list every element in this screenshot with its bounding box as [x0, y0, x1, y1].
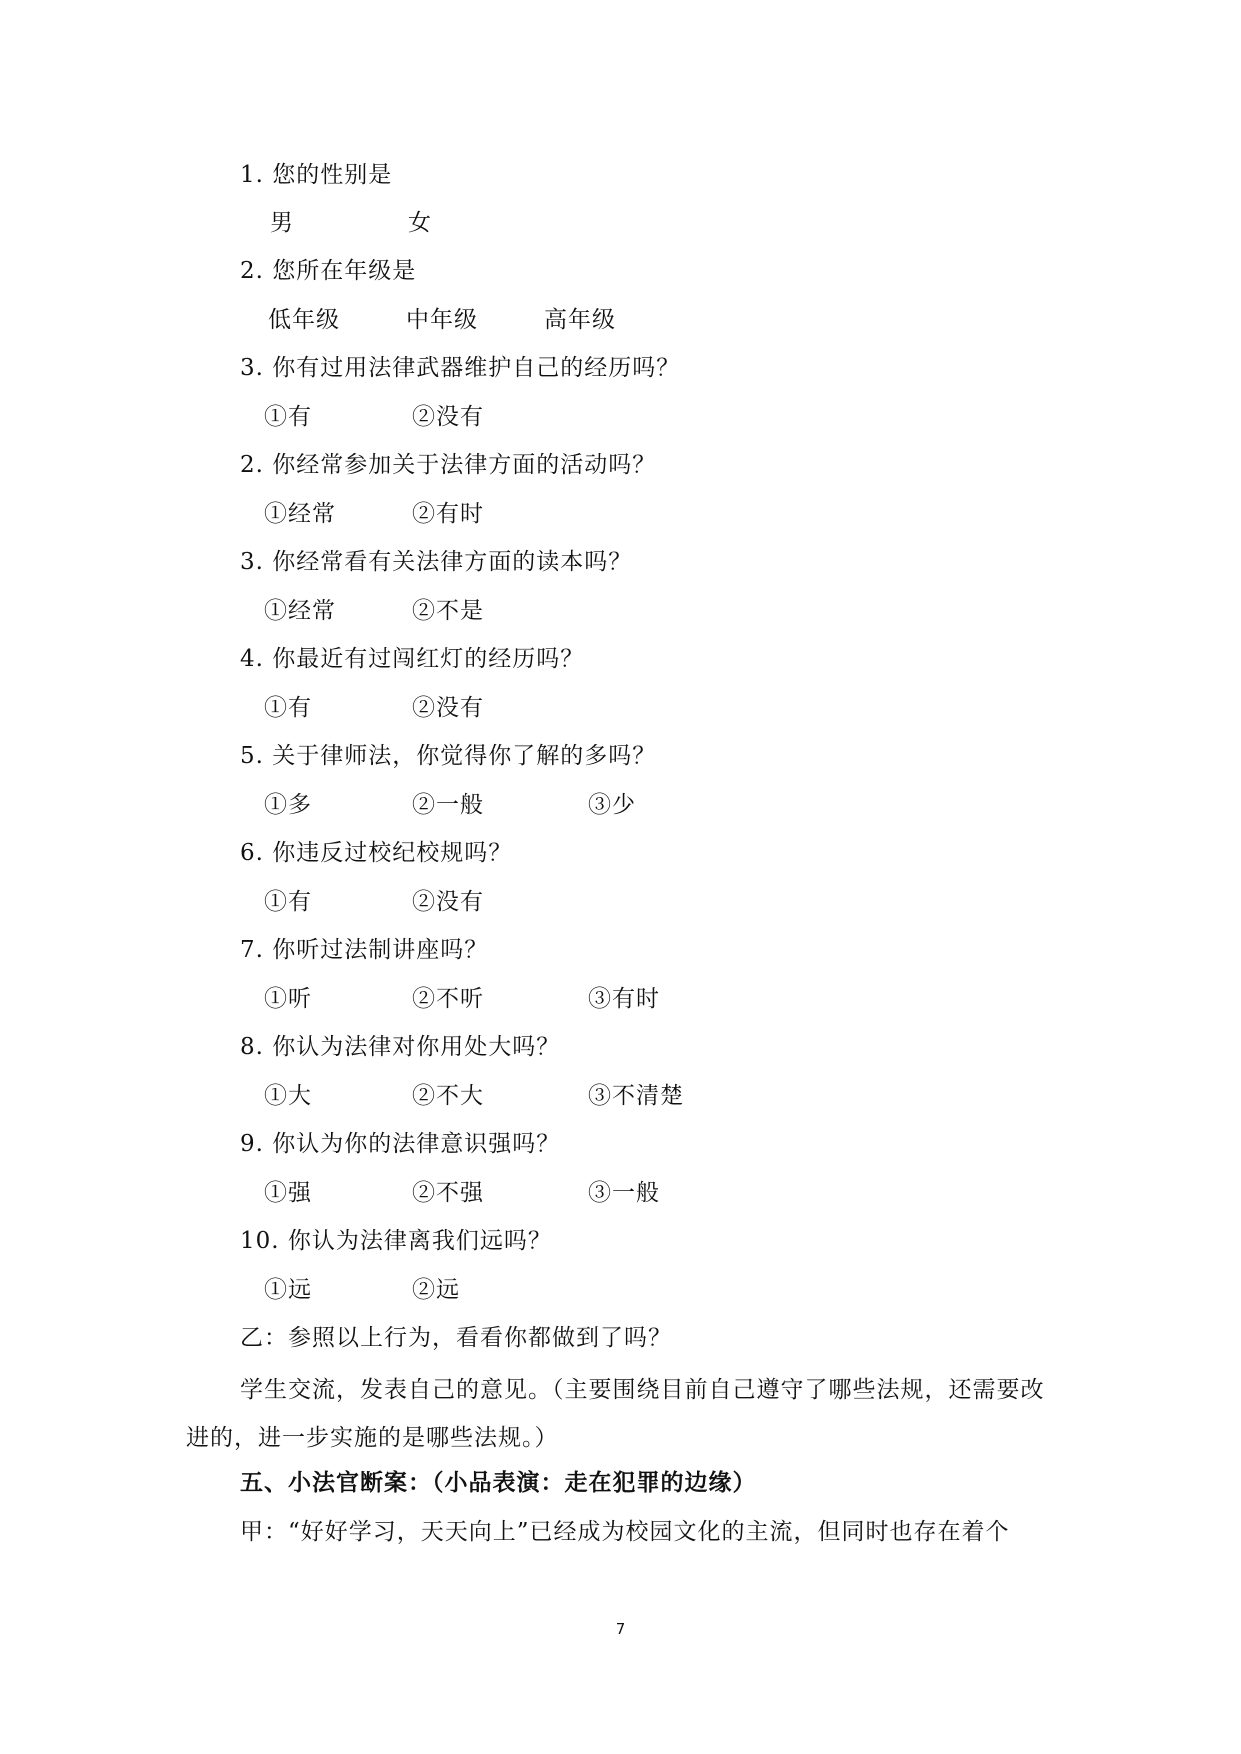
question-2-option-3: 高年级	[544, 307, 616, 333]
question-11-title: 9. 你认为你的法律意识强吗？	[240, 1131, 561, 1157]
question-8-option-2: ②没有	[412, 889, 484, 915]
question-10-option-3: ③不清楚	[588, 1083, 684, 1109]
page-number: 7	[615, 1620, 626, 1638]
question-1-option-1: 男	[270, 210, 294, 236]
question-10-title: 8. 你认为法律对你用处大吗？	[240, 1034, 561, 1060]
question-7-title: 5. 关于律师法，你觉得你了解的多吗？	[240, 743, 657, 769]
question-6-option-1: ①有	[264, 695, 312, 721]
question-8-title: 6. 你违反过校纪校规吗？	[240, 840, 513, 866]
question-3-title: 3. 你有过用法律武器维护自己的经历吗？	[240, 355, 681, 381]
question-12-option-1: ①远	[264, 1277, 312, 1303]
question-11-option-3: ③一般	[588, 1180, 660, 1206]
section-title: 五、小法官断案：（小品表演：走在犯罪的边缘）	[240, 1469, 757, 1496]
discussion-paragraph: 学生交流，发表自己的意见。（主要围绕目前自己遵守了哪些法规，还需要改进的，进一步实施的是哪些法规。）	[186, 1377, 1045, 1451]
question-11-option-2: ②不强	[412, 1180, 484, 1206]
question-10-option-2: ②不大	[412, 1083, 484, 1109]
question-9-option-3: ③有时	[588, 986, 660, 1012]
question-6-option-2: ②没有	[412, 695, 484, 721]
question-9-option-2: ②不听	[412, 986, 484, 1012]
yi-dialogue-line: 乙：参照以上行为，看看你都做到了吗？	[240, 1325, 672, 1351]
question-6-title: 4. 你最近有过闯红灯的经历吗？	[240, 646, 585, 672]
question-3-option-2: ②没有	[412, 404, 484, 430]
question-7-option-2: ②一般	[412, 792, 484, 818]
question-7-option-1: ①多	[264, 792, 312, 818]
question-5-option-2: ②不是	[412, 598, 484, 624]
question-12-title: 10. 你认为法律离我们远吗？	[240, 1228, 552, 1254]
question-5-option-1: ①经常	[264, 598, 336, 624]
question-10-option-1: ①大	[264, 1083, 312, 1109]
question-4-option-1: ①经常	[264, 501, 336, 527]
question-4-option-2: ②有时	[412, 501, 484, 527]
question-4-title: 2. 你经常参加关于法律方面的活动吗？	[240, 452, 657, 478]
question-2-option-1: 低年级	[268, 307, 340, 333]
question-2-option-2: 中年级	[406, 307, 478, 333]
question-1-title: 1. 您的性别是	[240, 162, 393, 188]
question-5-title: 3. 你经常看有关法律方面的读本吗？	[240, 549, 633, 575]
question-9-title: 7. 你听过法制讲座吗？	[240, 937, 489, 963]
question-11-option-1: ①强	[264, 1180, 312, 1206]
question-12-option-2: ②远	[412, 1277, 460, 1303]
question-2-title: 2. 您所在年级是	[240, 258, 417, 284]
jia-dialogue-line: 甲：“好好学习，天天向上”已经成为校园文化的主流，但同时也存在着个	[240, 1519, 1010, 1545]
question-1-option-2: 女	[408, 210, 432, 236]
question-7-option-3: ③少	[588, 792, 636, 818]
question-3-option-1: ①有	[264, 404, 312, 430]
question-9-option-1: ①听	[264, 986, 312, 1012]
question-8-option-1: ①有	[264, 889, 312, 915]
